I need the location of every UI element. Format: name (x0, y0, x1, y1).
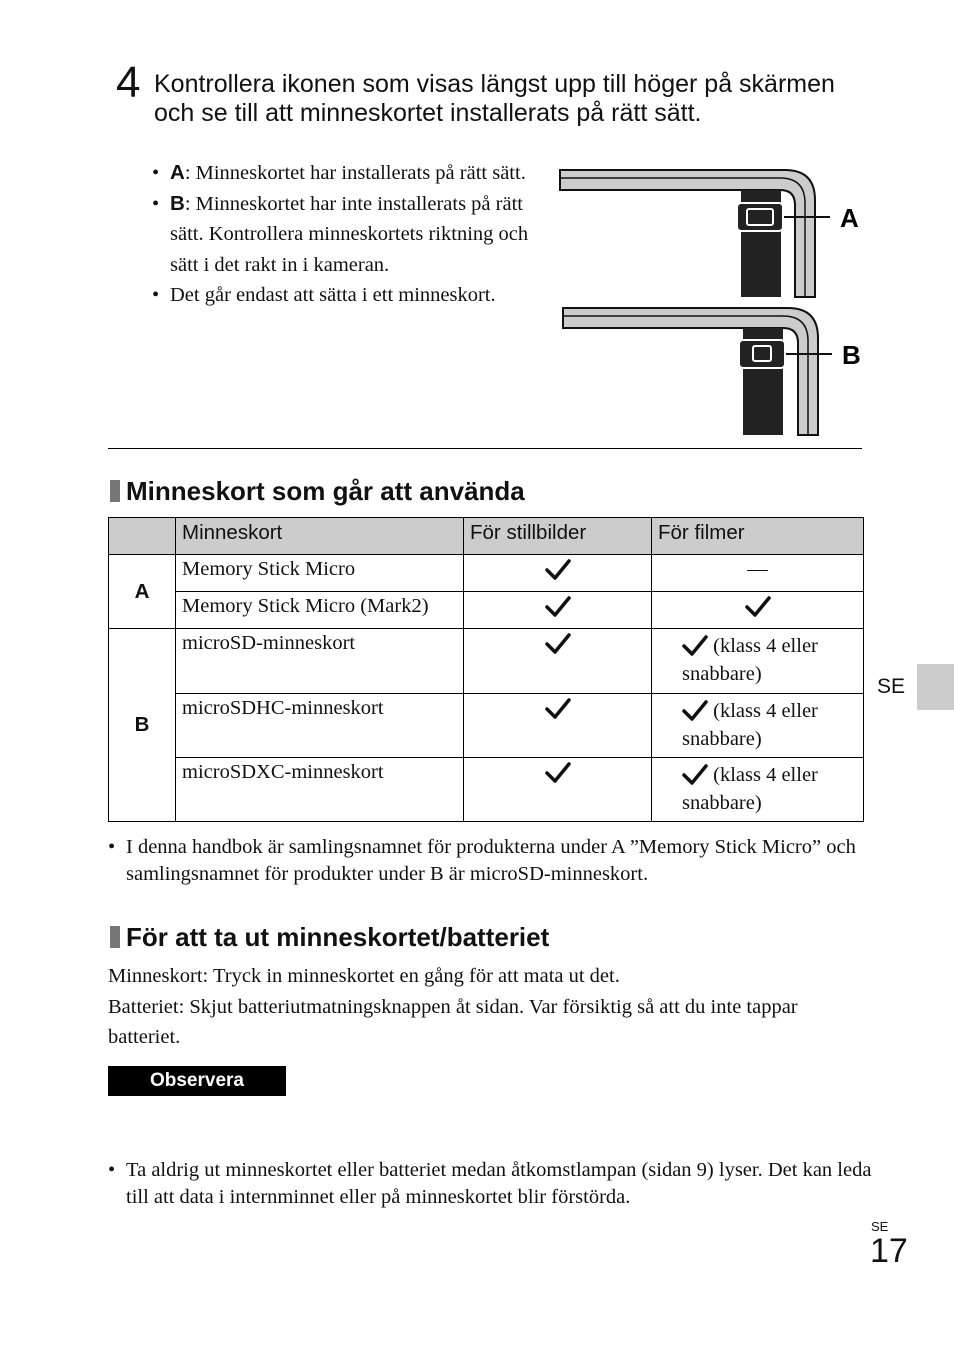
check-icon (682, 634, 708, 658)
note-text: Ta aldrig ut minneskortet eller batteriet medan åtkomstlampan (sidan 9) lyser. Det kan leda till att data i internminnet eller på minneskortet blir förstörda. (126, 1159, 872, 1208)
step-bullets (152, 158, 542, 311)
check-icon (464, 758, 652, 822)
table-header (109, 518, 864, 555)
step-number: 4 (116, 58, 141, 107)
label-a: A (840, 203, 859, 233)
bullet-text: : Minneskortet har inte installerats på rätt sätt. Kontrollera minneskortets riktning och sätt i det rakt in i kameran. (170, 192, 529, 276)
card-name: Memory Stick Micro (Mark2) (176, 592, 464, 629)
check-icon (464, 555, 652, 592)
card-name: microSDHC-minneskort (176, 694, 464, 758)
check-icon (464, 694, 652, 758)
header-cell (109, 518, 176, 555)
bullet-text: : Minneskortet har installerats på rätt sätt. (184, 162, 526, 184)
movie-cell (652, 694, 864, 758)
table-row (109, 555, 864, 592)
header-cell: För stillbilder (464, 518, 652, 555)
table-row (109, 592, 864, 629)
card-name: microSDXC-minneskort (176, 758, 464, 822)
divider (108, 448, 862, 449)
illustration-a (560, 170, 859, 297)
battery-instruction: Batteriet: Skjut batteriutmatningsknappen åt sidan. Var försiktig så att du inte tappar batteriet. (108, 995, 798, 1048)
heading-marker (110, 480, 120, 502)
step-title: Kontrollera ikonen som visas längst upp till höger på skärmen och se till att minneskortet installerats på rätt sätt. (154, 70, 835, 127)
group-label: A (109, 555, 176, 629)
section-heading-remove (110, 922, 549, 953)
bullet-a: • A: Minneskortet har installerats på rätt sätt. (152, 161, 526, 184)
page-number: 17 (870, 1232, 908, 1270)
table-note: • I denna handbok är samlingsnamnet för produkterna under A ”Memory Stick Micro” och samlingsnamnet för produkter under B är microSD-minneskort. (108, 836, 856, 885)
heading-text: Minneskort som går att använda (126, 476, 525, 506)
observe-label: Observera (108, 1066, 286, 1096)
heading-text: För att ta ut minneskortet/batteriet (126, 922, 550, 952)
language-side-tab (917, 664, 954, 710)
class-note: (klass 4 eller snabbare) (682, 764, 818, 814)
screen-corner-illustration (555, 165, 875, 440)
table-row (109, 629, 864, 694)
header-cell: Minneskort (176, 518, 464, 555)
label-b: B (842, 340, 861, 370)
check-icon (682, 763, 708, 787)
check-icon (464, 629, 652, 694)
check-icon (652, 592, 864, 629)
bullet-key: A (170, 161, 185, 184)
movie-cell (652, 629, 864, 694)
bullet-single-card: • Det går endast att sätta i ett minneskort. (152, 284, 496, 306)
remove-instructions (108, 961, 868, 1053)
not-supported-dash: — (652, 555, 864, 592)
footer-lang: SE (871, 1219, 889, 1234)
header-cell: För filmer (652, 518, 864, 555)
bullet-key: B (170, 191, 185, 215)
card-instruction: Minneskort: Tryck in minneskortet en gång för att mata ut det. (108, 965, 620, 987)
class-note: (klass 4 eller snabbare) (682, 635, 818, 685)
check-icon (464, 592, 652, 629)
table-row (109, 694, 864, 758)
section-heading-cards (110, 476, 525, 507)
note-text: I denna handbok är samlingsnamnet för produkterna under A ”Memory Stick Micro” och samlingsnamnet för produkter under B är microSD-minneskort. (126, 836, 856, 885)
card-name: microSD-minneskort (176, 629, 464, 694)
movie-cell (652, 758, 864, 822)
heading-marker (110, 926, 120, 948)
class-note: (klass 4 eller snabbare) (682, 700, 818, 750)
table-row (109, 758, 864, 822)
side-tab-label: SE (877, 675, 906, 698)
check-icon (682, 699, 708, 723)
illustration-b (563, 308, 861, 435)
bullet-text: Det går endast att sätta i ett minneskort. (170, 284, 496, 306)
observe-note: • Ta aldrig ut minneskortet eller batteriet medan åtkomstlampan (sidan 9) lyser. Det kan leda till att data i internminnet eller på minneskortet blir förstörda. (108, 1159, 872, 1208)
memory-card-table (108, 517, 864, 822)
bullet-b: • B: Minneskortet har inte installerats på rätt sätt. Kontrollera minneskortets riktning och sätt i det rakt in i kameran. (152, 191, 529, 276)
card-name: Memory Stick Micro (176, 555, 464, 592)
group-label: B (109, 629, 176, 822)
